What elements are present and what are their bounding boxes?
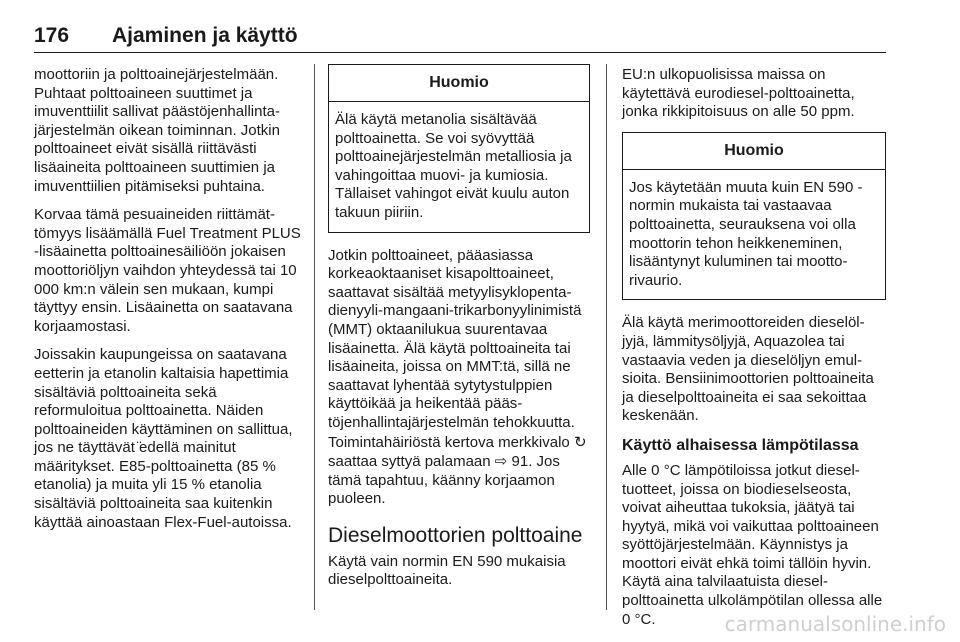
paragraph (328, 247, 590, 509)
watermark: carmanualsonline.info (724, 612, 946, 636)
caution-title: Huomio (329, 65, 589, 102)
paragraph: Korvaa tämä pesuaineiden riittämättömyys lisäämällä Fuel Treatment PLUS -lisäainetta polttoainesäiliöön jokaisen moottoriöljyn vaihdon yhteydessä tai 10 000 km:n välein sen mukaan, kumpi täyttyy ensin. Lisäainetta on saatavana korjaamostasi. (34, 206, 301, 335)
paragraph: Älä käytä merimoottoreiden dieselöljyjä, lämmitysöljyjä, Aquazolea tai vastaavia veden ja dieselöljyn emulsioita. Bensiinimoottorien polttoaineita ja dieselpolttoaineita ei saa sekoittaa keskenään. (622, 314, 874, 425)
column-right (622, 66, 886, 639)
paragraph-text: Jotkin polttoaineet, pääasiassa korkeaoktaaniset kisapolttoaineet, saattavat sisältää metyylisyklopentadienyyli-mangaani-trikarbonyylinimistä (MMT) oktaanilukua suurentavaa lisäainetta. Älä käytä polttoaineita tai lisäaineita, joissa on MMT:tä, sillä ne saattavat lyhentää sytytystulppien käyttöikää ja heikentää päästöjenhallintajärjestelmän tehokkuutta. Toimintahäiriöstä kertova merkkivalo (328, 246, 582, 451)
paragraph: Joissakin kaupungeissa on saatavana eetterin ja etanolin kaltaisia hapettimia sisältäviä polttoaineita sekä reformuloitua polttoainetta. Näiden polttoaineiden käyttäminen on sallittua, jos ne täyttävät ̈edellä mainitut määritykset. E85-polttoainetta (85 % etanolia) ja muita yli 15 % etanolia sisältäviä polttoaineita saa kuitenkin käyttää ainoastaan Flex-Fuel-autoissa. (34, 346, 293, 531)
paragraph: moottoriin ja polttoainejärjestelmään. Puhtaat polttoaineen suuttimet ja imuventtiilit sallivat päästöjenhallintajärjestelmän oikean toiminnan. Jotkin polttoaineet eivät sisällä riittävästi lisäaineita polttoaineen suuttimien ja imuventtiilien pitämiseksi puhtaina. (34, 66, 280, 195)
column-left (34, 66, 302, 542)
section-heading: Dieselmoottorien polttoaine (328, 523, 583, 547)
caution-text: Jos käytetään muuta kuin EN 590 -normin mukaista tai vastaavaa polttoainetta, seurauksena voi olla moottorin tehon heikkeneminen, lisääntynyt kuluminen tai moottorivaurio. (629, 178, 863, 289)
paragraph: EU:n ulkopuolisissa maissa on käytettävä eurodiesel-polttoainetta, jonka rikkipitoisuus on alle 50 ppm. (622, 66, 855, 121)
page-header (34, 22, 886, 53)
paragraph-text: saattaa syttyä palamaan (328, 453, 491, 471)
page-number: 176 (34, 24, 70, 47)
caution-box (622, 132, 886, 301)
column-middle (328, 64, 590, 600)
column-divider (314, 64, 315, 610)
paragraph-text: 91. Jos tämä tapahtuu, käänny korjaamon puoleen. (328, 453, 560, 508)
malfunction-indicator-icon: ↻ (573, 432, 587, 451)
caution-box (328, 64, 590, 233)
column-divider (606, 64, 607, 610)
caution-title: Huomio (623, 133, 885, 170)
paragraph: Käytä vain normin EN 590 mukaisia dieselpolttoaineita. (328, 552, 566, 589)
page-reference-arrow-icon: ⇨ (494, 452, 508, 471)
caution-text: Älä käytä metanolia sisältävää polttoainetta. Se voi syövyttää polttoainejärjestelmän metalliosia ja vahingoittaa muovi- ja kumiosia. Tällaiset vahingot eivät kuulu auton takuun piiriin. (335, 111, 572, 221)
page-title: Ajaminen ja käyttö (112, 24, 298, 47)
paragraph: Alle 0 °C lämpötiloissa jotkut dieseltuotteet, joissa on biodieselseosta, voivat aiheuttaa tukoksia, jäätyä tai hyytyä, mikä voi vaikuttaa polttoaineen syöttöjärjestelmään. Käynnistys ja moottori eivät ehkä toimi tällöin hyvin. Käytä aina talvilaatuista dieselpolttoainetta ulkolämpötilan ollessa alle 0 °C. (622, 461, 883, 628)
subsection-heading: Käyttö alhaisessa lämpötilassa (622, 436, 859, 454)
